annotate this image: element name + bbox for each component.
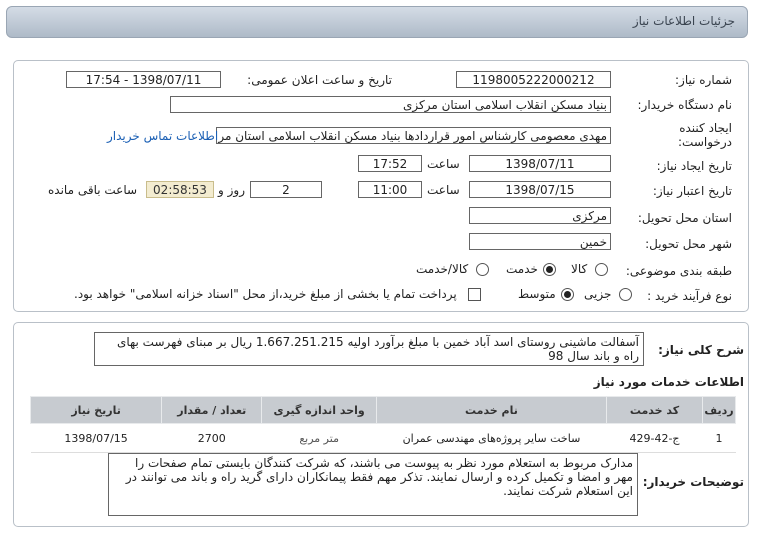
- process-option-medium: متوسط: [518, 287, 556, 301]
- need-date-label: تاریخ ایجاد نیاز:: [656, 159, 732, 173]
- remaining-label: ساعت باقی مانده: [48, 183, 138, 197]
- remaining-timer: 02:58:53: [146, 181, 214, 198]
- col-service-code: کد خدمت: [606, 397, 702, 424]
- city-label: شهر محل تحویل:: [645, 237, 732, 251]
- category-radio-service[interactable]: [543, 263, 556, 276]
- validity-date-field[interactable]: 1398/07/15: [469, 181, 611, 198]
- province-label: استان محل تحویل:: [637, 211, 732, 225]
- category-radio-goods[interactable]: [595, 263, 608, 276]
- category-radio-goods-service[interactable]: [476, 263, 489, 276]
- col-quantity: تعداد / مقدار: [162, 397, 262, 424]
- need-number-label: شماره نیاز:: [675, 73, 732, 87]
- category-option-goods: کالا: [571, 262, 588, 276]
- col-row-number: ردیف: [703, 397, 736, 424]
- category-label: طبقه بندی موضوعی:: [625, 264, 732, 278]
- process-radio-medium[interactable]: [561, 288, 574, 301]
- contact-buyer-link[interactable]: اطلاعات تماس خریدار: [107, 129, 219, 143]
- notes-text: مدارک مربوط به استعلام مورد نظر به پیوست می باشند، که شرکت کنندگان بایستی تمام صفحات را مهر و امضا و تکمیل کرده و ارسال نمایند. تذکر مهم فقط پیمانکاران دارای گرید راه و باند می توانند در این استعلام شرکت نمایند.: [108, 453, 638, 516]
- cell-service-name: ساخت سایر پروژه‌های مهندسی عمران: [376, 424, 606, 453]
- process-radio-minor[interactable]: [619, 288, 632, 301]
- announce-label: تاریخ و ساعت اعلان عمومی:: [247, 73, 392, 87]
- need-time-field[interactable]: 17:52: [358, 155, 422, 172]
- days-field[interactable]: 2: [250, 181, 322, 198]
- cell-need-date: 1398/07/15: [31, 424, 162, 453]
- category-option-service: خدمت: [506, 262, 538, 276]
- services-section-title: اطلاعات خدمات مورد نیاز: [593, 375, 744, 389]
- need-time-label: ساعت: [427, 157, 460, 171]
- province-field[interactable]: مرکزی: [469, 207, 611, 224]
- creator-label-line2: درخواست:: [678, 135, 732, 149]
- process-option-minor: جزیی: [584, 287, 612, 301]
- creator-label-line1: ایجاد کننده: [679, 121, 732, 135]
- validity-time-field[interactable]: 11:00: [358, 181, 422, 198]
- treasury-text: پرداخت تمام یا بخشی از مبلغ خرید،از محل "اسناد خزانه اسلامی" خواهد بود.: [74, 287, 457, 301]
- table-header-row: [31, 397, 736, 424]
- need-date-field[interactable]: 1398/07/11: [469, 155, 611, 172]
- col-unit: واحد اندازه گیری: [262, 397, 377, 424]
- city-field[interactable]: خمین: [469, 233, 611, 250]
- cell-unit: متر مربع: [262, 424, 377, 453]
- summary-text: آسفالت ماشینی روستای اسد آباد خمین با مبلغ برآورد اولیه 1.667.251.215 ریال بر مبنای فهرست بهای راه و باند سال 98: [94, 332, 644, 366]
- table-row[interactable]: [31, 424, 736, 453]
- col-need-date: تاریخ نیاز: [31, 397, 162, 424]
- process-label: نوع فرآیند خرید :: [647, 289, 732, 303]
- summary-label: شرح کلی نیاز:: [658, 343, 744, 357]
- announce-field[interactable]: 1398/07/11 - 17:54: [66, 71, 221, 88]
- treasury-checkbox[interactable]: [468, 288, 481, 301]
- cell-row-number: 1: [703, 424, 736, 453]
- validity-time-label: ساعت: [427, 183, 460, 197]
- creator-field[interactable]: مهدی معصومی کارشناس امور قراردادها بنیاد مسکن انقلاب اسلامی استان مر: [216, 127, 611, 144]
- need-number-field[interactable]: 1198005222000212: [456, 71, 611, 88]
- cell-service-code: ج-42-429: [606, 424, 702, 453]
- notes-label: توضیحات خریدار:: [642, 475, 744, 489]
- buyer-org-field[interactable]: بنیاد مسکن انقلاب اسلامی استان مرکزی: [170, 96, 611, 113]
- validity-label: تاریخ اعتبار نیاز:: [652, 184, 732, 198]
- cell-quantity: 2700: [162, 424, 262, 453]
- page-header: [6, 6, 748, 38]
- services-table: [30, 396, 736, 453]
- days-label: روز و: [218, 183, 245, 197]
- page-title: جزئیات اطلاعات نیاز: [632, 14, 735, 28]
- category-option-goods-service: کالا/خدمت: [416, 262, 469, 276]
- buyer-org-label: نام دستگاه خریدار:: [637, 98, 732, 112]
- col-service-name: نام خدمت: [376, 397, 606, 424]
